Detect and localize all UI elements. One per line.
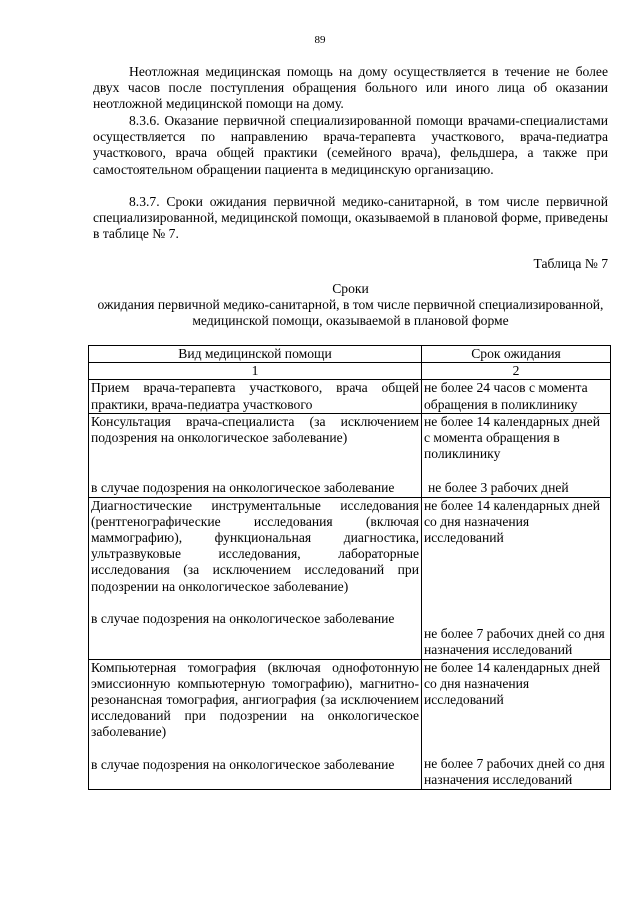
column-number-2: 2 <box>422 363 611 380</box>
cell-care-type <box>89 659 422 789</box>
table-row <box>89 659 611 789</box>
paragraph-8-3-6: 8.3.6. Оказание первичной специализированной помощи врачами-специалистами осуществляется по направлению врача-терапевта участкового, врача-педиатра участкового, врача общей практики (семейного врача), фельдшера, а также при самостоятельном обращении пациента в медицинскую организацию. <box>93 113 608 177</box>
cell-waiting-term <box>422 413 611 497</box>
paragraph-8-3-7: 8.3.7. Сроки ожидания первичной медико-санитарной, в том числе первичной специализированной, медицинской помощи, оказываемой в плановой форме, приведены в таблице № 7. <box>93 194 608 242</box>
table-title <box>93 281 608 330</box>
term-main: не более 14 календарных дней со дня назначения исследований <box>424 497 600 546</box>
cell-care-type: Прием врача-терапевта участкового, врача общей практики, врача-педиатра участкового <box>89 380 422 413</box>
care-type-main: Компьютерная томография (включая однофотонную эмиссионную компьютерную томографию), магнитно-резонансная томография, ангиография (за исключением исследований при подозрении на онкологическое заболевание) <box>91 659 419 740</box>
table-label: Таблица № 7 <box>533 256 608 271</box>
cell-waiting-term: не более 24 часов с момента обращения в поликлинику <box>422 380 611 413</box>
table-row <box>89 380 611 413</box>
care-type-main: Консультация врача-специалиста (за исключением подозрения на онкологическое заболевание) <box>91 413 419 446</box>
header-waiting-term: Срок ожидания <box>422 346 611 363</box>
waiting-times-table <box>88 345 611 790</box>
term-oncology: не более 7 рабочих дней со дня назначения исследований <box>424 626 605 658</box>
term-oncology: не более 7 рабочих дней со дня назначения исследований <box>424 756 605 788</box>
header-care-type: Вид медицинской помощи <box>89 346 422 363</box>
paragraph-emergency-home-care: Неотложная медицинская помощь на дому осуществляется в течение не более двух часов после поступления обращения больного или иного лица об оказании неотложной медицинской помощи на дому. <box>93 64 608 112</box>
care-type-oncology: в случае подозрения на онкологическое заболевание <box>91 610 395 626</box>
cell-care-type <box>89 497 422 659</box>
table-row <box>89 413 611 497</box>
cell-waiting-term <box>422 659 611 789</box>
care-type-oncology: в случае подозрения на онкологическое заболевание <box>91 480 395 496</box>
table-title-line2: ожидания первичной медико-санитарной, в том числе первичной специализированной, медицинской помощи, оказываемой в плановой форме <box>97 297 604 329</box>
table-number-row <box>89 363 611 380</box>
page-number: 89 <box>314 34 326 46</box>
care-type-main: Диагностические инструментальные исследования (рентгенографические исследования (включая маммографию), функциональная диагностика, ультразвуковые исследования, лабораторные исследования (за исключением исследований при подозрении на онкологическое заболевание) <box>91 497 419 594</box>
cell-waiting-term <box>422 497 611 659</box>
table-title-line1: Сроки <box>332 281 369 296</box>
table-header-row <box>89 346 611 363</box>
term-oncology: не более 3 рабочих дней <box>428 480 569 496</box>
term-main: не более 14 календарных дней со дня назначения исследований <box>424 659 600 708</box>
table-row <box>89 497 611 659</box>
term-main: не более 14 календарных дней с момента обращения в поликлинику <box>424 413 600 462</box>
column-number-1: 1 <box>89 363 422 380</box>
cell-care-type <box>89 413 422 497</box>
care-type-oncology: в случае подозрения на онкологическое заболевание <box>91 756 395 772</box>
